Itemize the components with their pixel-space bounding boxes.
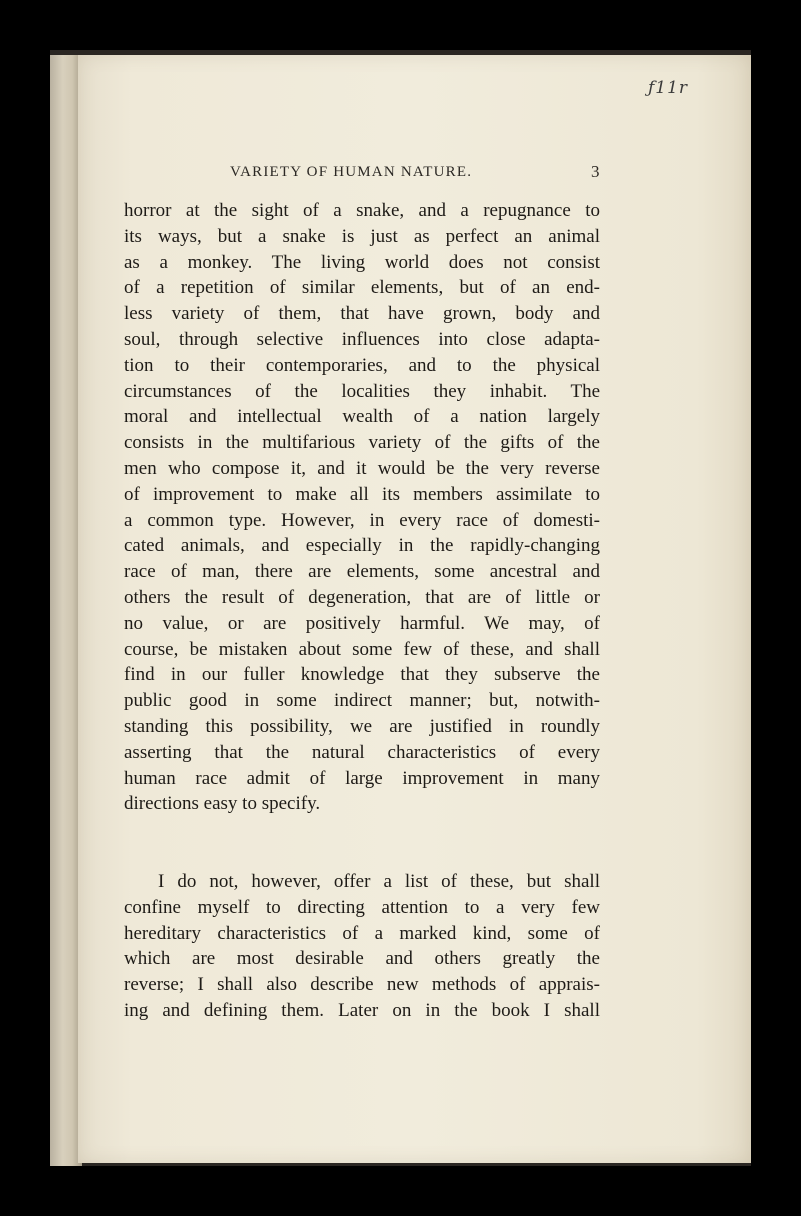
text-line: asserting that the natural characteristics of every — [124, 741, 600, 763]
paragraph-2 — [124, 869, 600, 1024]
text-line: I do not, however, offer a list of these, but shall — [158, 871, 600, 892]
text-line: find in our fuller knowledge that they subserve the — [124, 664, 600, 686]
text-line: hereditary characteristics of a marked kind, some of — [124, 922, 600, 944]
text-line: directions easy to specify. — [124, 793, 321, 815]
text-line: tion to their contemporaries, and to the physical — [124, 354, 600, 376]
margin-note: ƒ11r — [648, 78, 689, 98]
text-line: soul, through selective influences into close adapta- — [124, 328, 600, 350]
text-line: public good in some indirect manner; but, notwith- — [124, 690, 600, 712]
text-line: less variety of them, that have grown, body and — [124, 303, 600, 325]
text-line: course, be mistaken about some few of these, and shall — [124, 638, 600, 660]
text-line: ing and defining them. Later on in the book I shall — [124, 999, 600, 1021]
text-line: reverse; I shall also describe new methods of apprais- — [124, 974, 600, 996]
running-head: VARIETY OF HUMAN NATURE. — [230, 164, 473, 180]
text-line: standing this possibility, we are justified in roundly — [124, 715, 600, 737]
text-line: which are most desirable and others greatly the — [124, 948, 600, 970]
text-line: no value, or are positively harmful. We may, of — [124, 612, 600, 634]
text-line: its ways, but a snake is just as perfect an animal — [124, 225, 600, 247]
text-line: a common type. However, in every race of domesti- — [124, 509, 600, 531]
text-line: as a monkey. The living world does not consist — [124, 251, 600, 273]
text-line: men who compose it, and it would be the very reverse — [124, 457, 600, 479]
text-line: of improvement to make all its members assimilate to — [124, 483, 600, 505]
text-line: horror at the sight of a snake, and a repugnance to — [124, 200, 600, 221]
paragraph-1 — [124, 198, 600, 817]
text-line: human race admit of large improvement in many — [124, 767, 600, 789]
text-line: others the result of degeneration, that are of little or — [124, 586, 600, 608]
text-line: of a repetition of similar elements, but of an end- — [124, 277, 600, 299]
page-number: 3 — [591, 162, 600, 181]
text-line: circumstances of the localities they inhabit. The — [124, 380, 600, 402]
text-line: moral and intellectual wealth of a nation largely — [124, 406, 600, 428]
text-line: cated animals, and especially in the rapidly-changing — [124, 535, 600, 557]
text-line: race of man, there are elements, some ancestral and — [124, 561, 600, 583]
text-line: confine myself to directing attention to a very few — [124, 896, 600, 918]
text-line: consists in the multifarious variety of the gifts of the — [124, 432, 600, 454]
